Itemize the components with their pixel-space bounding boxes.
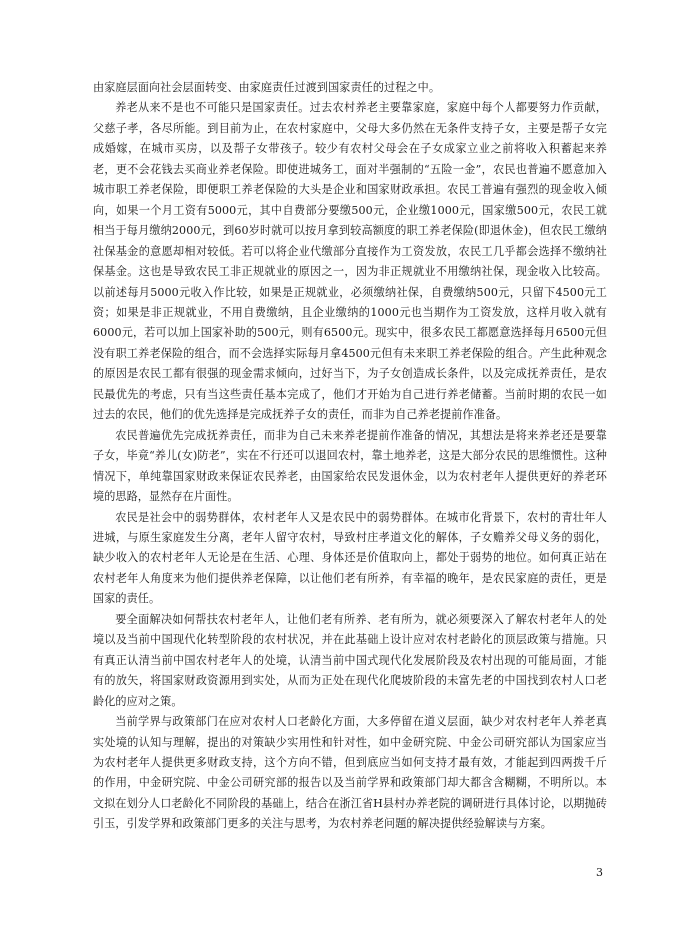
- body-text: [93, 78, 607, 835]
- paragraph-family-responsibility: 养老从来不是也不可能只是国家责任。过去农村养老主要靠家庭，家庭中每个人都要努力作贡献，父慈子孝，各尽所能。到目前为止，在农村家庭中，父母大多仍然在无条件支持子女，主要是帮子女完成婚嫁，在城市买房，以及帮子女带孩子。较少有农村父母会在子女成家立业之前将收入积蓄起来养老，更不会花钱去买商业养老保险。即使进城务工，面对半强制的“五险一金”，农民也普遍不愿意加入城市职工养老保险，即便职工养老保险的大头是企业和国家财政承担。农民工普遍有强烈的现金收入倾向，如果一个月工资有5000元，其中自费部分要缴500元，企业缴1000元，国家缴500元，农民工就相当于每月缴纳2000元，到60岁时就可以按月拿到较高额度的职工养老保险(即退休金)，但农民工缴纳社保基金的意愿却相对较低。若可以将企业代缴部分直接作为工资发放，农民工几乎都会选择不缴纳社保基金。这也是导致农民工非正规就业的原因之一，因为非正规就业不用缴纳社保，现金收入比较高。以前述每月5000元收入作比较，如果是正规就业，必须缴纳社保，自费缴纳500元，只留下4500元工资；如果是非正规就业，不用自费缴纳，且企业缴纳的1000元也当期作为工资发放，这样月收入就有6000元，若可以加上国家补助的500元，则有6500元。现实中，很多农民工都愿意选择每月6500元但没有职工养老保险的组合，而不会选择实际每月拿4500元但有未来职工养老保险的组合。产生此种观念的原因是农民工都有很强的现金需求倾向，过好当下，为子女创造成长条件，以及完成抚养责任，是农民最优先的考虑，只有当这些责任基本完成了，他们才开始为自己进行养老储蓄。当前时期的农民一如过去的农民，他们的优先选择是完成抚养子女的责任，而非为自己养老提前作准备。: [93, 101, 607, 422]
- paragraph-raising-children-first: 农民普遍优先完成抚养责任，而非为自己未来养老提前作准备的情况，其想法是将来养老还是要靠子女，毕竟“养儿(女)防老”，实在不行还可以退回农村，靠土地养老，这是大部分农民的思维惯性。这种情况下，单纯靠国家财政来保证农民养老，由国家给农民发退休金，以为农村老年人提供更好的养老环境的思路，显然存在片面性。: [93, 428, 607, 504]
- paragraph-continuation: 由家庭层面向社会层面转变、由家庭责任过渡到国家责任的过程之中。: [93, 81, 441, 94]
- paragraph-research-gap: 当前学界与政策部门在应对农村人口老龄化方面，大多停留在道义层面，缺少对农村老年人养老真实处境的认知与理解，提出的对策缺少实用性和针对性，如中金研究院、中金公司研究部认为国家应当为农村老年人提供更多财政支持，这个方向不错，但到底应当如何支持才最有效，才能起到四两拨千斤的作用，中金研究院、中金公司研究部的报告以及当前学界和政策部门却大都含含糊糊，不明所以。本文拟在划分人口老龄化不同阶段的基础上，结合在浙江省H县村办养老院的调研进行具体讨论，以期抛砖引玉，引发学界和政策部门更多的关注与思考，为农村养老问题的解决提供经验解读与方案。: [93, 715, 607, 831]
- page-number: 3: [596, 866, 603, 879]
- paragraph-policy-design: 要全面解决如何帮扶农村老年人，让他们老有所养、老有所为，就必须要深入了解农村老年人的处境以及当前中国现代化转型阶段的农村状况，并在此基础上设计应对农村老龄化的顶层政策与措施。只有真正认清当前中国农村老年人的处境，认清当前中国式现代化发展阶段及农村出现的可能局面，才能有的放矢，将国家财政资源用到实处，从而为正处在现代化爬坡阶段的未富先老的中国找到农村人口老龄化的应对之策。: [93, 612, 607, 708]
- paragraph-vulnerable-elderly: 农民是社会中的弱势群体，农村老年人又是农民中的弱势群体。在城市化背景下，农村的青壮年人进城，与原生家庭发生分离，老年人留守农村，导致村庄孝道文化的解体，子女赡养父母义务的弱化，缺少收入的农村老年人无论是在生活、心理、身体还是价值取向上，都处于弱势的地位。如何真正站在农村老年人角度来为他们提供养老保障，以让他们老有所养，有幸福的晚年，是农民家庭的责任，更是国家的责任。: [93, 510, 607, 606]
